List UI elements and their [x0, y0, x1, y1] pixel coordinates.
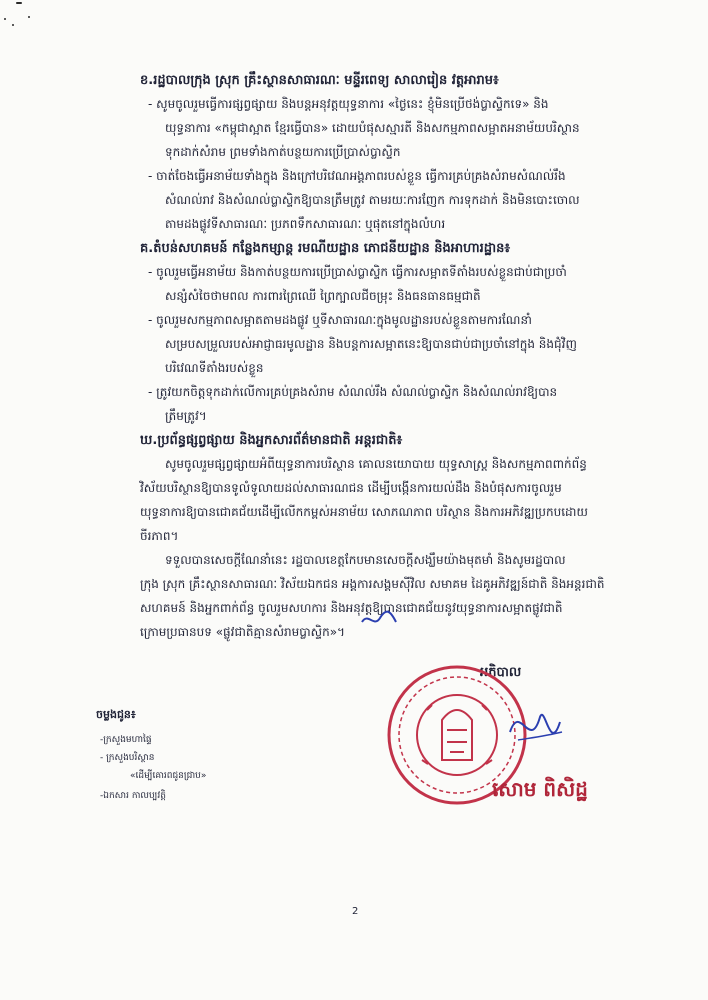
scan-speck [4, 18, 6, 20]
scan-speck [12, 24, 14, 26]
cc-title: ចម្លងជូន៖ [96, 708, 136, 721]
paragraph-line: - ចូលរួមធ្វើអនាម័យ និងកាត់បន្ថយការប្រើប្រាស់ប្លាស្ទិក ធ្វើការសម្អាតទីតាំងរបស់ខ្លួនជាប់ជាប្រចាំ [148, 265, 567, 279]
paragraph-line: ចីរភាព។ [140, 529, 179, 543]
paragraph-line: - ចាត់ចែងធ្វើអនាម័យទាំងក្នុង និងក្រៅបរិវេណអង្គភាពរបស់ខ្លួន ធ្វើការគ្រប់គ្រងសំរាមសំណល់រឹង [148, 169, 566, 183]
cc-item: «ដើម្បីគោរពជូនជ្រាប» [130, 771, 207, 781]
paragraph-line: សូមចូលរួមផ្សព្វផ្សាយអំពីយុទ្ធនាការបរិស្ថាន គោលនយោបាយ យុទ្ធសាស្ត្រ និងសកម្មភាពពាក់ព័ន្ធ [165, 457, 587, 471]
section-heading-kh: ខ.រដ្ឋបាលក្រុង ស្រុក គ្រឹះស្ថានសាធារណៈ មន្ទីរពេទ្យ សាលារៀន វត្តអារាម៖ [140, 73, 499, 88]
paragraph-line: - ត្រូវយកចិត្តទុកដាក់លើការគ្រប់គ្រងសំរាម សំណល់រឹង សំណល់ប្លាស្ទិក និងសំណល់រាវឱ្យបាន [148, 385, 558, 399]
paragraph-line: សន្សំសំចៃថាមពល ការពារព្រៃឈើ ព្រៃក្បាលជីចម្រុះ និងធនធានធម្មជាតិ [165, 289, 481, 303]
paragraph-line: - ចូលរួមសកម្មភាពសម្អាតតាមដងផ្លូវ ឬទីសាធារណៈក្នុងមូលដ្ឋានរបស់ខ្លួនតាមការណែនាំ [148, 313, 532, 327]
cc-item: -ក្រសួងមហាផ្ទៃ [100, 735, 152, 745]
paragraph-line: សំណល់រាវ និងសំណល់ប្លាស្ទិកឱ្យបានត្រឹមត្រូវ តាមរយៈការញែក ការទុកដាក់ និងមិនបោះចោល [165, 193, 580, 207]
paragraph-line: ក្រុង ស្រុក គ្រឹះស្ថានសាធារណៈ វិស័យឯកជន អង្គការសង្គមស៊ីវិល សមាគម ដៃគូអភិវឌ្ឍន៍ជាតិ និងអន្តរជាតិ [140, 577, 605, 591]
paragraph-line: យុទ្ធនាការឱ្យបានជោគជ័យដើម្បីលើកកម្ពស់អនាម័យ សោភណភាព បរិស្ថាន និងការអភិវឌ្ឍប្រកបដោយ [140, 505, 588, 519]
cc-item: -ឯកសារ កាលប្បវត្តិ [100, 791, 166, 801]
paragraph-line: យុទ្ធនាការ «កម្ពុជាស្អាត ខ្មែរធ្វើបាន» ដោយបំផុសស្មារតី និងសកម្មភាពសម្អាតអនាម័យបរិស្ថាន [165, 121, 580, 135]
paragraph-line: តាមដងផ្លូវទីសាធារណៈ ប្រភពទឹកសាធារណៈ ឬផុតនៅក្នុងលំហរ [165, 217, 446, 231]
paragraph-line: សម្របសម្រួលរបស់អាជ្ញាធរមូលដ្ឋាន និងបន្តការសម្អាតនេះឱ្យបានជាប់ជាប្រចាំនៅក្នុង និងជុំវិញ [165, 337, 577, 351]
signatory-title: អភិបាល [480, 665, 522, 680]
paragraph-line: ទុកដាក់សំរាម ព្រមទាំងកាត់បន្ថយការប្រើប្រាស់ប្លាស្ទិក [165, 145, 401, 159]
paragraph-line: ទទួលបានសេចក្តីណែនាំនេះ រដ្ឋបាលខេត្តកែបមានសេចក្តីសង្ឃឹមយ៉ាងមុតមាំ និងសូមរដ្ឋបាល [165, 553, 566, 567]
handwritten-mark [360, 608, 400, 630]
paragraph-line: - សូមចូលរួមធ្វើការផ្សព្វផ្សាយ និងបន្តអនុវត្តយុទ្ធនាការ «ថ្ងៃនេះ ខ្ញុំមិនប្រើថង់ប្លាស្ទិកទេ» និង [148, 97, 549, 111]
section-heading-ko: គ.តំបន់សហគមន៍ កន្លែងកម្សាន្ត រមណីយដ្ឋាន ភោជនីយដ្ឋាន និងអាហារដ្ឋាន៖ [140, 241, 511, 256]
paragraph-line: សហគមន៍ និងអ្នកពាក់ព័ន្ធ ចូលរួមសហការ និងអនុវត្តឱ្យបានជោគជ័យនូវយុទ្ធនាការសម្អាតផ្លូវជាតិ [140, 601, 563, 615]
signature-ink [490, 692, 580, 762]
cc-item: - ក្រសួងបរិស្ថាន [100, 753, 155, 763]
paragraph-line: វិស័យបរិស្ថានឱ្យបានទូលំទូលាយដល់សាធារណជន ដើម្បីបង្កើនការយល់ដឹង និងបំផុសការចូលរួម [140, 481, 562, 495]
paragraph-line: ក្រោមប្រធានបទ «ផ្លូវជាតិគ្មានសំរាមប្លាស្ទិក»។ [140, 625, 345, 639]
scan-speck [28, 16, 30, 18]
scan-speck [16, 2, 22, 4]
page-number: 2 [352, 906, 359, 917]
section-heading-kho: ឃ.ប្រព័ន្ធផ្សព្វផ្សាយ និងអ្នកសារព័ត៌មានជាតិ អន្តរជាតិ៖ [140, 433, 403, 448]
signatory-name: សោម ពិសិដ្ឋ [492, 777, 588, 801]
paragraph-line: បរិវេណទីតាំងរបស់ខ្លួន [165, 361, 264, 375]
paragraph-line: ត្រឹមត្រូវ។ [165, 409, 207, 423]
